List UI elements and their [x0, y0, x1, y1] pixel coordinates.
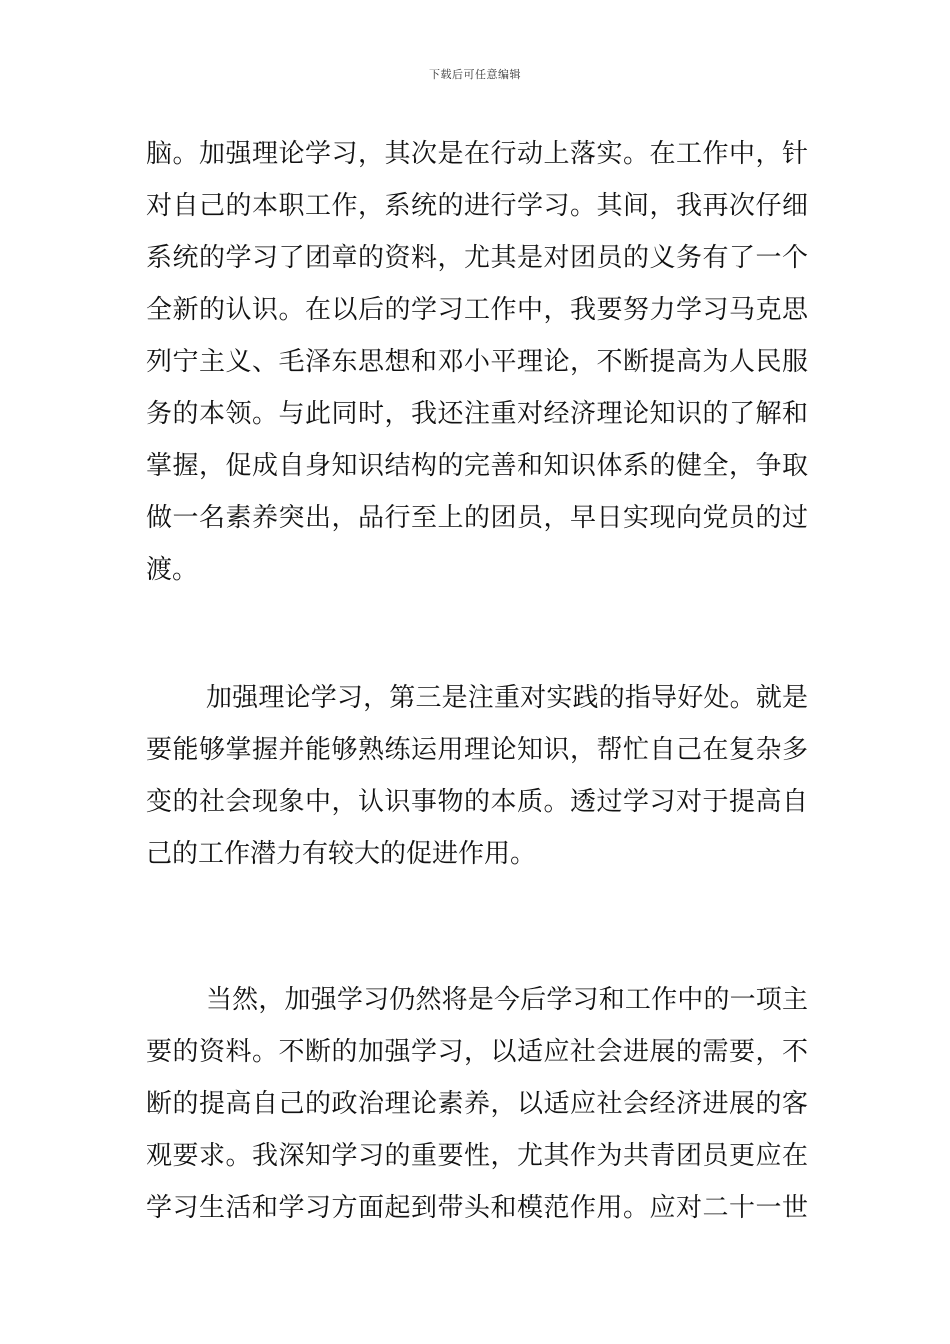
paragraph-1	[146, 128, 808, 596]
text-line: 加强理论学习，第三是注重对实践的指导好处。就是	[206, 683, 808, 713]
text-line: 学习生活和学习方面起到带头和模范作用。应对二十一世	[146, 1193, 808, 1223]
paragraph-2	[146, 672, 808, 880]
text-line: 对自己的本职工作，系统的进行学习。其间，我再次仔细	[146, 191, 808, 221]
text-line: 要的资料。不断的加强学习，以适应社会进展的需要，不	[146, 1037, 808, 1067]
paragraph-3	[146, 974, 808, 1234]
text-line: 做一名素养突出，品行至上的团员，早日实现向党员的过	[146, 503, 808, 533]
text-line: 当然，加强学习仍然将是今后学习和工作中的一项主	[206, 985, 808, 1015]
text-line: 全新的认识。在以后的学习工作中，我要努力学习马克思	[146, 295, 808, 325]
text-line: 要能够掌握并能够熟练运用理论知识，帮忙自己在复杂多	[146, 735, 808, 765]
page-header: 下载后可任意编辑	[429, 68, 521, 81]
text-line: 务的本领。与此同时，我还注重对经济理论知识的了解和	[146, 399, 808, 429]
text-line: 系统的学习了团章的资料，尤其是对团员的义务有了一个	[146, 243, 808, 273]
text-line: 己的工作潜力有较大的促进作用。	[146, 839, 537, 869]
text-line: 变的社会现象中，认识事物的本质。透过学习对于提高自	[146, 787, 808, 817]
text-line: 渡。	[146, 555, 199, 585]
text-line: 断的提高自己的政治理论素养，以适应社会经济进展的客	[146, 1089, 808, 1119]
text-line: 观要求。我深知学习的重要性，尤其作为共青团员更应在	[146, 1141, 808, 1171]
text-line: 掌握，促成自身知识结构的完善和知识体系的健全，争取	[146, 451, 808, 481]
text-line: 脑。加强理论学习，其次是在行动上落实。在工作中，针	[146, 139, 808, 169]
text-line: 列宁主义、毛泽东思想和邓小平理论，不断提高为人民服	[146, 347, 808, 377]
